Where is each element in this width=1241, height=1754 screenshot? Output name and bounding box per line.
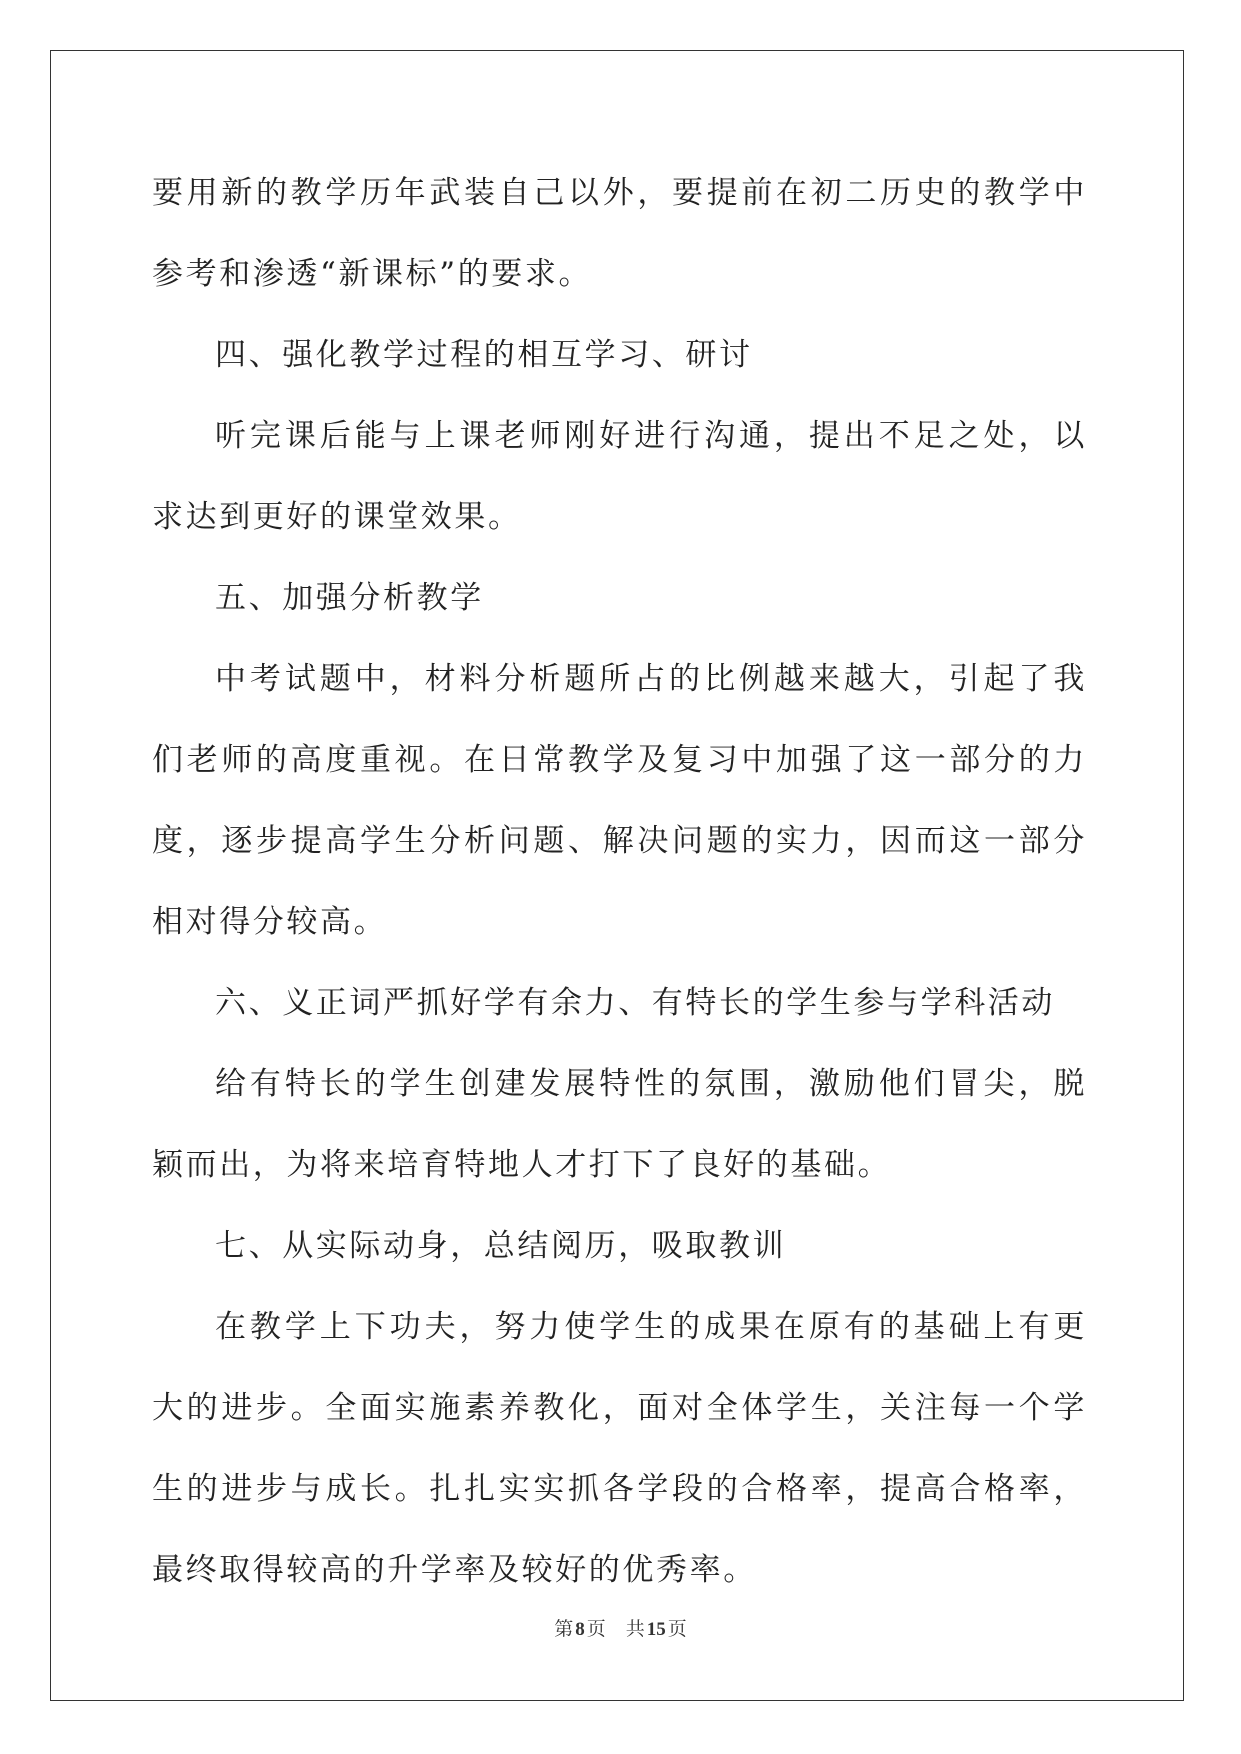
total-prefix: 共 [625,1618,645,1640]
page-footer [0,1616,1241,1643]
document-body [152,153,1087,1611]
section-heading-7: 七、从实际动身，总结阅历，吸取教训 [215,1228,787,1264]
page-prefix: 第 [554,1618,574,1640]
page-suffix: 页 [586,1618,606,1640]
section-heading-4: 四、强化教学过程的相互学习、研讨 [215,337,753,373]
total-suffix: 页 [667,1618,687,1640]
paragraph-4: 给有特长的学生创建发展特性的氛围，激励他们冒尖，脱颖而出，为将来培育特地人才打下了良好的基础。 [152,1066,1087,1183]
page-number: 8 [575,1619,585,1640]
total-pages: 15 [646,1619,666,1640]
paragraph-2: 听完课后能与上课老师刚好进行沟通，提出不足之处，以求达到更好的课堂效果。 [152,418,1087,535]
paragraph-3: 中考试题中，材料分析题所占的比例越来越大，引起了我们老师的高度重视。在日常教学及复习中加强了这一部分的力度，逐步提高学生分析问题、解决问题的实力，因而这一部分相对得分较高。 [152,661,1087,940]
section-heading-6: 六、义正词严抓好学有余力、有特长的学生参与学科活动 [215,985,1055,1021]
section-heading-5: 五、加强分析教学 [215,580,484,616]
paragraph-1: 要用新的教学历年武装自己以外，要提前在初二历史的教学中参考和渗透“新课标”的要求。 [152,175,1087,292]
paragraph-5: 在教学上下功夫，努力使学生的成果在原有的基础上有更大的进步。全面实施素养教化，面对全体学生，关注每一个学生的进步与成长。扎扎实实抓各学段的合格率，提高合格率，最终取得较高的升学率及较好的优秀率。 [152,1309,1087,1588]
